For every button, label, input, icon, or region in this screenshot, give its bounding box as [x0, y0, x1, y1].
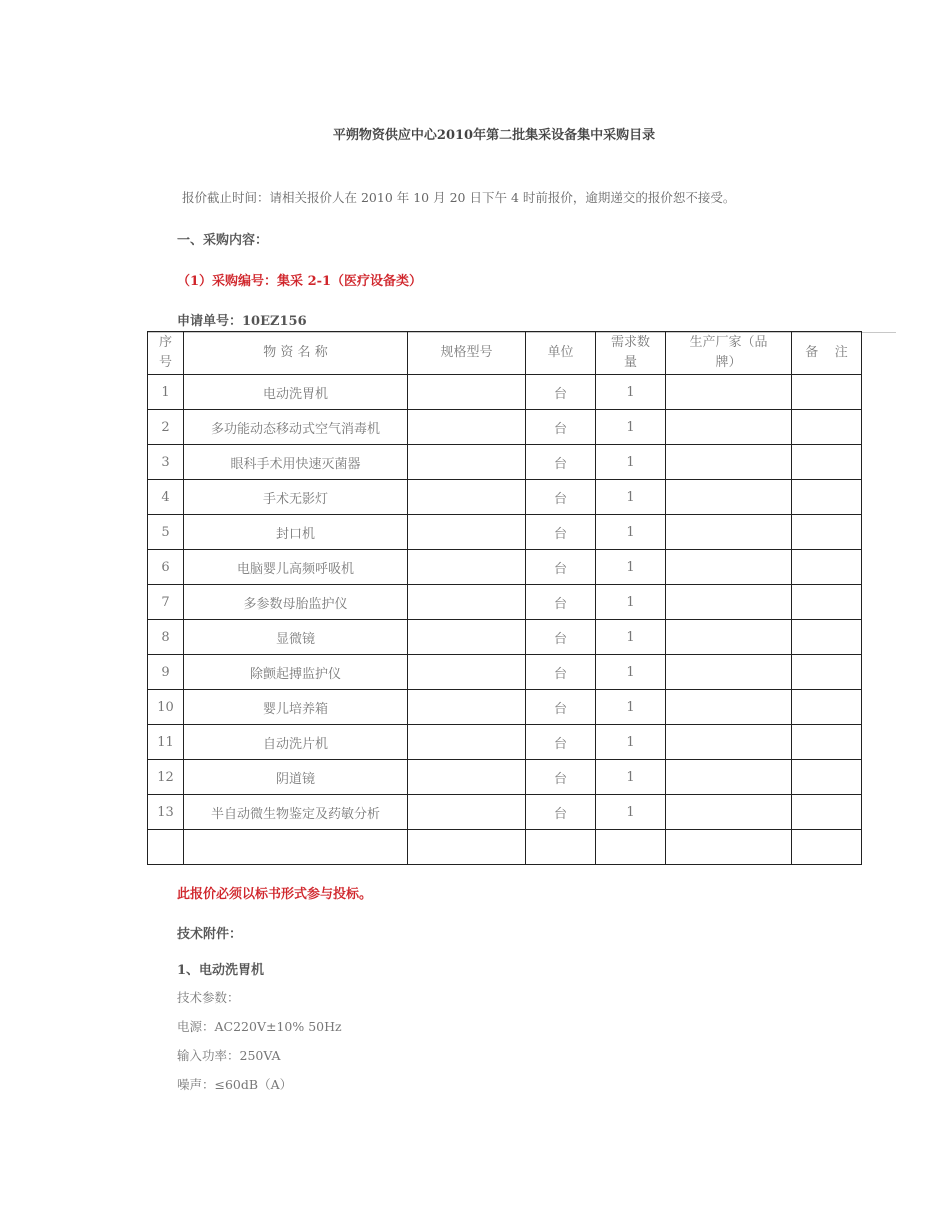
cell-qty: 1: [596, 445, 666, 480]
param-line: 技术参数：: [177, 990, 240, 1005]
cell-name: 婴儿培养箱: [184, 690, 408, 725]
cell-spec: [408, 375, 526, 410]
cell-unit: 台: [526, 550, 596, 585]
cell-unit: 台: [526, 410, 596, 445]
cell-seq: 10: [148, 690, 184, 725]
cell-maker: [666, 620, 792, 655]
cell-maker: [666, 410, 792, 445]
cell-spec: [408, 445, 526, 480]
header-name: 物 资 名 称: [184, 332, 408, 375]
section-heading: 一、采购内容：: [177, 233, 269, 248]
cell-name: 阴道镜: [184, 760, 408, 795]
cell-note: [792, 550, 862, 585]
cell-qty: [596, 830, 666, 865]
cell-unit: 台: [526, 585, 596, 620]
cell-unit: 台: [526, 795, 596, 830]
cell-unit: 台: [526, 690, 596, 725]
cell-qty: 1: [596, 550, 666, 585]
cell-seq: 7: [148, 585, 184, 620]
table-row: [148, 760, 862, 795]
cell-note: [792, 410, 862, 445]
cell-qty: 1: [596, 515, 666, 550]
cell-qty: 1: [596, 480, 666, 515]
cell-note: [792, 760, 862, 795]
cell-maker: [666, 690, 792, 725]
cell-name: 自动洗片机: [184, 725, 408, 760]
cell-seq: 3: [148, 445, 184, 480]
cell-unit: 台: [526, 375, 596, 410]
table-row: [148, 690, 862, 725]
cell-spec: [408, 655, 526, 690]
table-row: [148, 830, 862, 865]
table-row: [148, 410, 862, 445]
cell-maker: [666, 830, 792, 865]
table-row: [148, 375, 862, 410]
header-note: 备 注: [792, 332, 862, 375]
header-maker: 生产厂家（品牌）: [666, 332, 792, 375]
cell-unit: 台: [526, 480, 596, 515]
table-row: [148, 480, 862, 515]
cell-qty: 1: [596, 620, 666, 655]
cell-maker: [666, 550, 792, 585]
cell-name: 电动洗胃机: [184, 375, 408, 410]
cell-unit: [526, 830, 596, 865]
cell-maker: [666, 480, 792, 515]
table-row: [148, 795, 862, 830]
cell-maker: [666, 795, 792, 830]
table-row: [148, 445, 862, 480]
cell-note: [792, 445, 862, 480]
cell-seq: 2: [148, 410, 184, 445]
cell-qty: 1: [596, 375, 666, 410]
request-number: 申请单号：10EZ156: [177, 314, 307, 329]
param-line: 输入功率：250VA: [177, 1048, 281, 1063]
cell-spec: [408, 550, 526, 585]
cell-spec: [408, 585, 526, 620]
cell-unit: 台: [526, 725, 596, 760]
cell-note: [792, 620, 862, 655]
cell-spec: [408, 410, 526, 445]
param-line: 电源：AC220V±10% 50Hz: [177, 1019, 342, 1034]
cell-note: [792, 585, 862, 620]
cell-seq: 12: [148, 760, 184, 795]
cell-spec: [408, 795, 526, 830]
cell-spec: [408, 480, 526, 515]
cell-spec: [408, 515, 526, 550]
cell-name: 电脑婴儿高频呼吸机: [184, 550, 408, 585]
cell-seq: 4: [148, 480, 184, 515]
cell-seq: 11: [148, 725, 184, 760]
subsection-heading: （1）采购编号：集采 2-1（医疗设备类）: [177, 274, 423, 289]
bid-notice: 此报价必须以标书形式参与投标。: [177, 887, 373, 902]
table-row: [148, 655, 862, 690]
cell-name: 除颤起搏监护仪: [184, 655, 408, 690]
cell-maker: [666, 445, 792, 480]
cell-qty: 1: [596, 795, 666, 830]
procurement-table: [147, 331, 862, 865]
cell-qty: 1: [596, 585, 666, 620]
cell-maker: [666, 725, 792, 760]
cell-name: 多功能动态移动式空气消毒机: [184, 410, 408, 445]
attachment-heading: 技术附件：: [177, 927, 243, 942]
cell-name: 眼科手术用快速灭菌器: [184, 445, 408, 480]
deadline-text: 报价截止时间：请相关报价人在 2010 年 10 月 20 日下午 4 时前报价，逾期递交的报价恕不接受。: [182, 190, 736, 205]
cell-seq: 13: [148, 795, 184, 830]
table-row: [148, 550, 862, 585]
cell-maker: [666, 655, 792, 690]
cell-spec: [408, 830, 526, 865]
table-row: [148, 725, 862, 760]
table-row: [148, 585, 862, 620]
cell-maker: [666, 585, 792, 620]
cell-note: [792, 690, 862, 725]
cell-unit: 台: [526, 655, 596, 690]
cell-seq: 9: [148, 655, 184, 690]
cell-name: [184, 830, 408, 865]
cell-qty: 1: [596, 760, 666, 795]
cell-seq: [148, 830, 184, 865]
cell-note: [792, 480, 862, 515]
cell-note: [792, 795, 862, 830]
cell-maker: [666, 375, 792, 410]
cell-name: 封口机: [184, 515, 408, 550]
cell-spec: [408, 620, 526, 655]
cell-seq: 5: [148, 515, 184, 550]
header-spec: 规格型号: [408, 332, 526, 375]
cell-maker: [666, 515, 792, 550]
cell-seq: 8: [148, 620, 184, 655]
cell-unit: 台: [526, 620, 596, 655]
header-seq: 序号: [148, 332, 184, 375]
cell-seq: 6: [148, 550, 184, 585]
cell-note: [792, 655, 862, 690]
cell-spec: [408, 725, 526, 760]
cell-note: [792, 375, 862, 410]
cell-unit: 台: [526, 515, 596, 550]
cell-seq: 1: [148, 375, 184, 410]
cell-note: [792, 515, 862, 550]
cell-qty: 1: [596, 655, 666, 690]
item1-heading: 1、电动洗胃机: [177, 963, 265, 978]
cell-maker: [666, 760, 792, 795]
table-row: [148, 515, 862, 550]
table-header-row: [148, 332, 862, 375]
cell-qty: 1: [596, 410, 666, 445]
cell-note: [792, 725, 862, 760]
cell-note: [792, 830, 862, 865]
cell-name: 半自动微生物鉴定及药敏分析: [184, 795, 408, 830]
cell-spec: [408, 760, 526, 795]
cell-qty: 1: [596, 725, 666, 760]
header-qty: 需求数量: [596, 332, 666, 375]
cell-unit: 台: [526, 445, 596, 480]
table-row: [148, 620, 862, 655]
header-unit: 单位: [526, 332, 596, 375]
cell-spec: [408, 690, 526, 725]
cell-unit: 台: [526, 760, 596, 795]
cell-name: 显微镜: [184, 620, 408, 655]
document-title: 平朔物资供应中心2010年第二批集采设备集中采购目录: [332, 128, 656, 143]
cell-qty: 1: [596, 690, 666, 725]
cell-name: 手术无影灯: [184, 480, 408, 515]
cell-name: 多参数母胎监护仪: [184, 585, 408, 620]
param-line: 噪声：≤60dB（A）: [177, 1077, 293, 1092]
